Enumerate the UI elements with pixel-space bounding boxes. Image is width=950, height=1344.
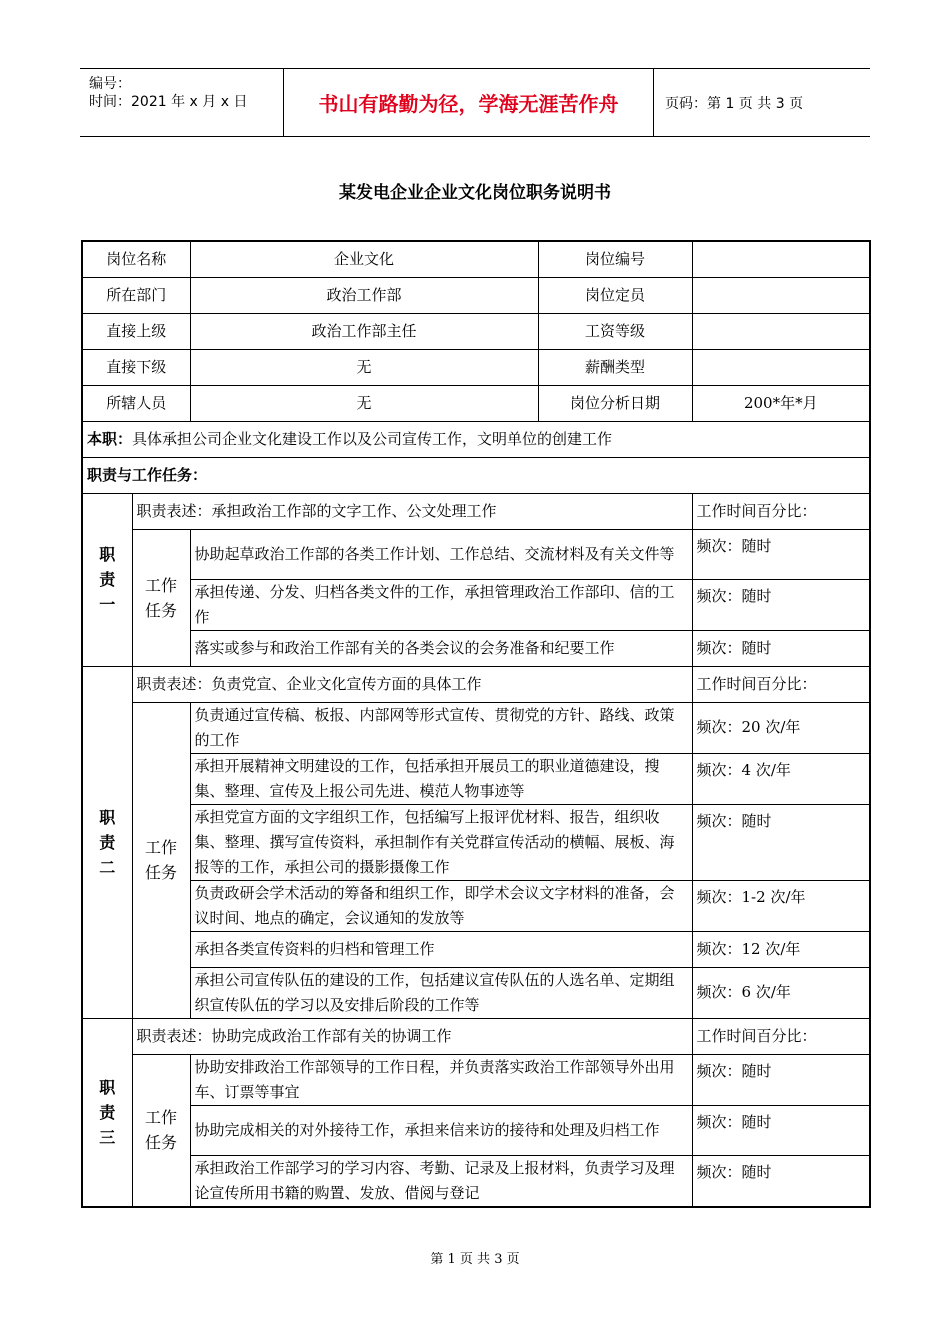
task-text: 承担公司宣传队伍的建设的工作，包括建议宣传队伍的人选名单、定期组织宣传队伍的学习以及安排后阶段的工作等	[190, 967, 692, 1018]
task-text: 落实或参与和政治工作部有关的各类会议的会务准备和纪要工作	[190, 630, 692, 666]
duty-summary	[82, 421, 870, 457]
task-row	[82, 1054, 870, 1105]
basic-label: 直接下级	[82, 349, 190, 385]
task-frequency: 频次：随时	[692, 529, 870, 579]
basic-label: 直接上级	[82, 313, 190, 349]
duty-group-label	[82, 666, 132, 1018]
duty-group-char: 责	[99, 570, 116, 589]
work-task-label-text: 工作任务	[144, 838, 177, 882]
duty-group-char: 二	[99, 857, 116, 877]
basic-label: 岗位名称	[82, 241, 190, 277]
job-description-table	[81, 240, 871, 1208]
task-text: 负责政研会学术活动的筹备和组织工作，即学术会议文字材料的准备，会议时间、地点的确定，会议通知的发放等	[190, 880, 692, 931]
task-text: 承担各类宣传资料的归档和管理工作	[190, 931, 692, 967]
basic-value: 政治工作部主任	[190, 313, 538, 349]
basic-value: 企业文化	[190, 241, 538, 277]
task-frequency: 频次：6 次/年	[692, 967, 870, 1018]
duty-group-char: 责	[99, 1102, 116, 1122]
task-row	[82, 702, 870, 753]
document-title: 某发电企业企业文化岗位职务说明书	[339, 183, 611, 203]
time-percent-label: 工作时间百分比：	[692, 493, 870, 529]
basic-label: 岗位分析日期	[538, 385, 692, 421]
task-row	[82, 1155, 870, 1207]
duty-description-row	[82, 1018, 870, 1054]
task-row	[82, 880, 870, 931]
basic-label: 工资等级	[538, 313, 692, 349]
header-meta	[80, 69, 283, 136]
duty-description-row	[82, 666, 870, 702]
task-row	[82, 753, 870, 804]
task-row	[82, 529, 870, 579]
work-task-label	[132, 702, 190, 1018]
basic-value: 政治工作部	[190, 277, 538, 313]
duty-group-char: 责	[99, 832, 116, 852]
task-text: 承担开展精神文明建设的工作，包括承担开展员工的职业道德建设，搜集、整理、宣传及上报公司先进、模范人物事迹等	[190, 753, 692, 804]
basic-value: 无	[190, 349, 538, 385]
task-row	[82, 1105, 870, 1155]
basic-label: 岗位定员	[538, 277, 692, 313]
duty-group-char: 职	[99, 545, 116, 564]
task-frequency: 频次：随时	[692, 1054, 870, 1105]
task-text: 负责通过宣传稿、板报、内部网等形式宣传、贯彻党的方针、路线、政策的工作	[190, 702, 692, 753]
basic-info-row	[82, 385, 870, 421]
duties-heading: 职责与工作任务：	[82, 457, 870, 493]
task-text: 协助起草政治工作部的各类工作计划、工作总结、交流材料及有关文件等	[190, 529, 692, 579]
task-text: 协助完成相关的对外接待工作，承担来信来访的接待和处理及归档工作	[190, 1105, 692, 1155]
basic-label: 薪酬类型	[538, 349, 692, 385]
basic-info-row	[82, 241, 870, 277]
task-frequency: 频次：随时	[692, 579, 870, 630]
time-percent-label: 工作时间百分比：	[692, 666, 870, 702]
basic-value	[692, 277, 870, 313]
time-percent-label: 工作时间百分比：	[692, 1018, 870, 1054]
basic-value: 200*年*月	[692, 385, 870, 421]
basic-value	[692, 241, 870, 277]
duties-heading-row	[82, 457, 870, 493]
basic-label: 所在部门	[82, 277, 190, 313]
task-row	[82, 931, 870, 967]
duty-description: 职责表述：协助完成政治工作部有关的协调工作	[132, 1018, 692, 1054]
work-task-label	[132, 529, 190, 666]
duty-description: 职责表述：承担政治工作部的文字工作、公文处理工作	[132, 493, 692, 529]
task-frequency: 频次：随时	[692, 1155, 870, 1207]
duty-group-char: 三	[99, 1127, 116, 1147]
duty-group-label	[82, 493, 132, 666]
task-frequency: 频次：1-2 次/年	[692, 880, 870, 931]
task-frequency: 频次：4 次/年	[692, 753, 870, 804]
task-frequency: 频次：12 次/年	[692, 931, 870, 967]
basic-info-row	[82, 277, 870, 313]
basic-info-row	[82, 313, 870, 349]
duty-summary-row	[82, 421, 870, 457]
task-row	[82, 967, 870, 1018]
duty-description: 职责表述：负责党宣、企业文化宣传方面的具体工作	[132, 666, 692, 702]
basic-value	[692, 313, 870, 349]
duty-group-label	[82, 1018, 132, 1207]
duty-group-char: 职	[99, 807, 116, 827]
duty-group-char: 职	[99, 1077, 116, 1097]
page-header	[80, 68, 870, 137]
task-frequency: 频次：随时	[692, 1105, 870, 1155]
duty-group-char: 一	[99, 595, 116, 614]
basic-label: 所辖人员	[82, 385, 190, 421]
task-text: 承担传递、分发、归档各类文件的工作，承担管理政治工作部印、信的工作	[190, 579, 692, 630]
task-row	[82, 579, 870, 630]
basic-label: 岗位编号	[538, 241, 692, 277]
work-task-label	[132, 1054, 190, 1207]
page-footer: 第 1 页 共 3 页	[430, 1252, 520, 1267]
task-frequency: 频次：随时	[692, 630, 870, 666]
basic-value: 无	[190, 385, 538, 421]
page-info-text: 页码：第 1 页 共 3 页	[665, 95, 804, 112]
header-motto: 书山有路勤为径，学海无涯苦作舟	[283, 69, 654, 136]
task-frequency: 频次：随时	[692, 804, 870, 880]
duty-summary-text: 具体承担公司企业文化建设工作以及公司宣传工作，文明单位的创建工作	[132, 429, 613, 448]
work-task-label-text: 工作任务	[144, 1108, 177, 1152]
task-row	[82, 804, 870, 880]
header-page-info	[653, 69, 870, 136]
duty-description-row	[82, 493, 870, 529]
duty-summary-label: 本职：	[87, 429, 133, 448]
task-text: 协助安排政治工作部领导的工作日程，并负责落实政治工作部领导外出用车、订票等事宜	[190, 1054, 692, 1105]
document-time: 时间：2021 年 x 月 x 日	[89, 94, 248, 110]
task-text: 承担党宣方面的文字组织工作，包括编写上报评优材料、报告，组织收集、整理、撰写宣传资料，承担制作有关党群宣传活动的横幅、展板、海报等的工作，承担公司的摄影摄像工作	[190, 804, 692, 880]
task-frequency: 频次：20 次/年	[692, 702, 870, 753]
basic-value	[692, 349, 870, 385]
task-row	[82, 630, 870, 666]
task-text: 承担政治工作部学习的学习内容、考勤、记录及上报材料，负责学习及理论宣传所用书籍的购置、发放、借阅与登记	[190, 1155, 692, 1207]
job-description-body	[82, 241, 870, 1207]
document-number: 编号：	[89, 76, 131, 92]
work-task-label-text: 工作任务	[144, 575, 177, 620]
basic-info-row	[82, 349, 870, 385]
